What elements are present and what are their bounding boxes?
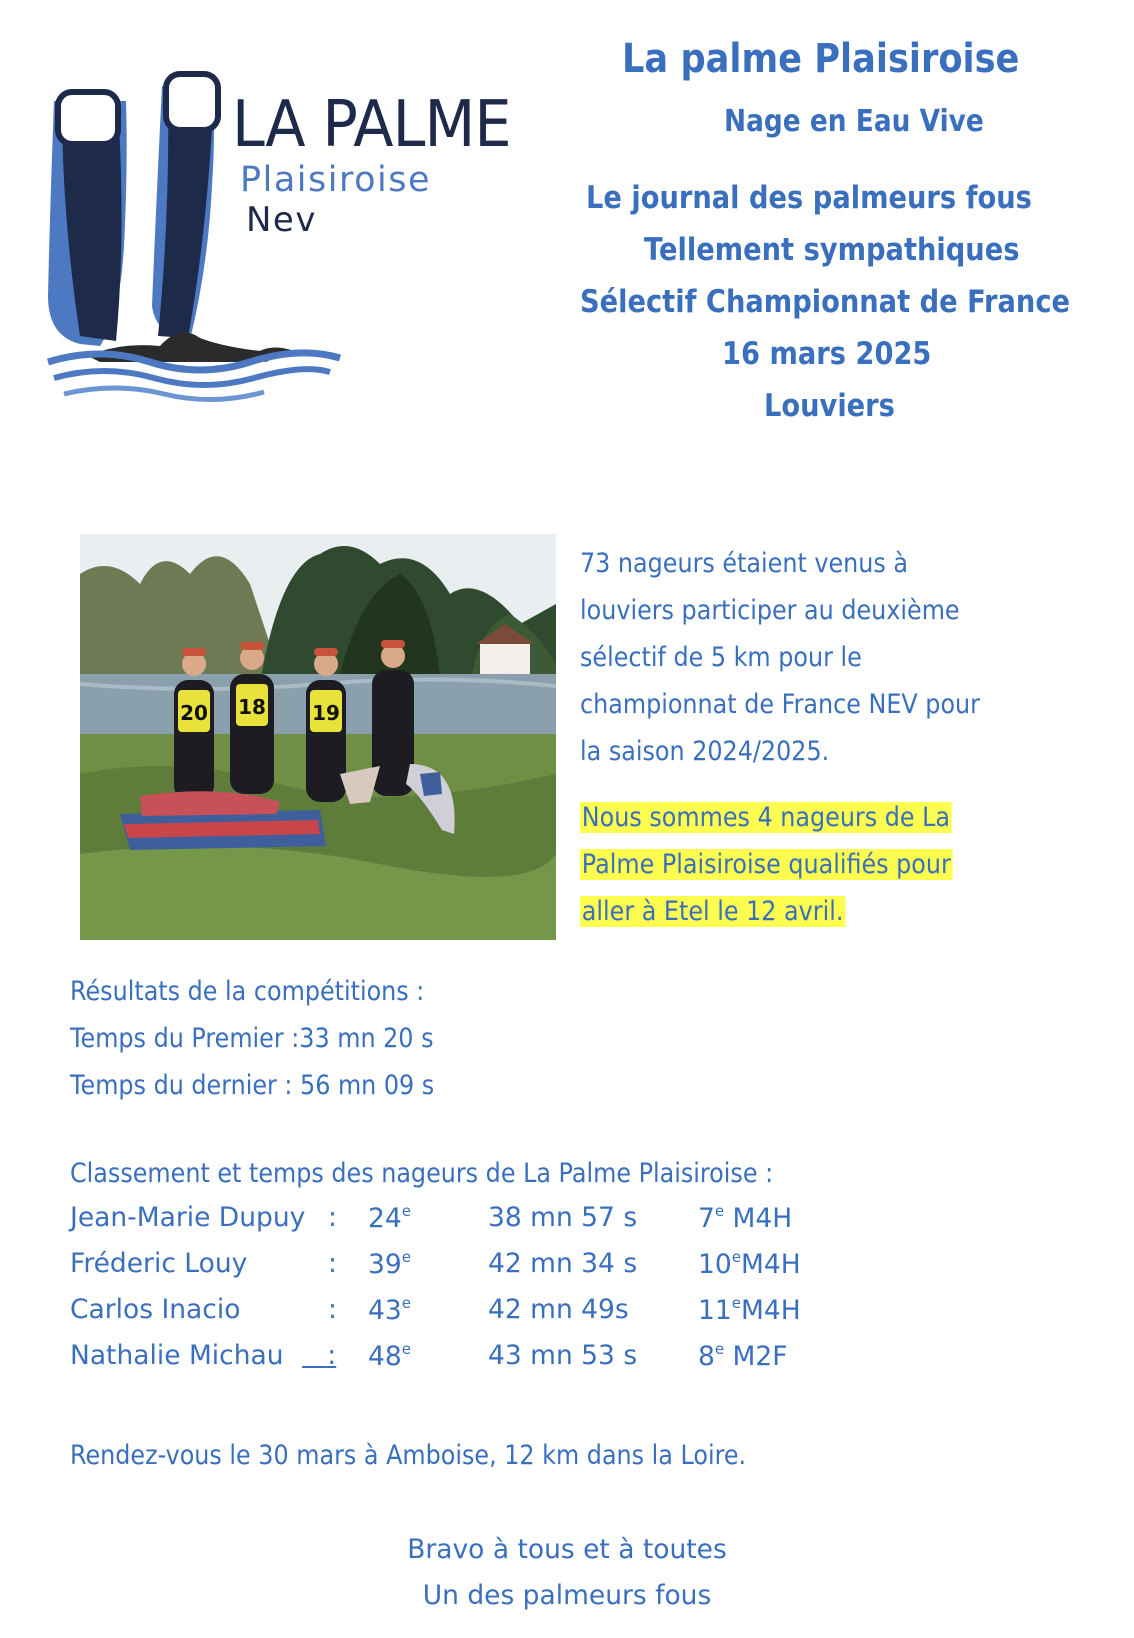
category-rank: 11eM4H xyxy=(698,1294,801,1326)
category-rank: 8e M2F xyxy=(698,1340,788,1372)
overall-rank: 48e xyxy=(368,1340,411,1372)
logo-title: LA PALME xyxy=(232,88,511,162)
bib-number: 20 xyxy=(180,701,208,725)
logo-tag: Nev xyxy=(246,200,317,240)
results-heading: Résultats de la compétitions : xyxy=(70,976,425,1007)
intro-line: championnat de France NEV pour xyxy=(580,689,980,720)
intro-line: 73 nageurs étaient venus à xyxy=(580,548,909,579)
intro-line: louviers participer au deuxième xyxy=(580,595,960,626)
ranking-heading: Classement et temps des nageurs de La Palme Plaisiroise : xyxy=(70,1158,774,1189)
swim-time: 42 mn 49s xyxy=(488,1294,629,1325)
newsletter-subtitle: Nage en Eau Vive xyxy=(724,104,984,139)
swim-time: 38 mn 57 s xyxy=(488,1202,638,1233)
intro-line: sélectif de 5 km pour le xyxy=(580,642,862,673)
separator: : xyxy=(328,1294,337,1325)
header-line: Le journal des palmeurs fous xyxy=(586,180,1032,216)
last-time: Temps du dernier : 56 mn 09 s xyxy=(70,1070,435,1101)
qualified-line: Nous sommes 4 nageurs de La xyxy=(581,802,951,833)
signature: Un des palmeurs fous xyxy=(422,1580,712,1611)
overall-rank: 24e xyxy=(368,1202,411,1234)
separator: : xyxy=(327,1340,337,1371)
bravo-line: Bravo à tous et à toutes xyxy=(407,1534,727,1565)
header-line: Sélectif Championnat de France xyxy=(580,284,1070,320)
next-event: Rendez-vous le 30 mars à Amboise, 12 km dans la Loire. xyxy=(70,1440,747,1471)
separator: : xyxy=(328,1248,337,1279)
first-time: Temps du Premier :33 mn 20 s xyxy=(70,1023,434,1054)
swimmer-name: Carlos Inacio xyxy=(70,1294,241,1325)
qualified-paragraph xyxy=(580,794,953,935)
bib-number: 19 xyxy=(312,701,340,725)
category-rank: 10eM4H xyxy=(698,1248,801,1280)
team-photo xyxy=(80,534,556,940)
swimmer-name: Fréderic Louy xyxy=(70,1248,248,1279)
logo-subtitle: Plaisiroise xyxy=(240,160,431,200)
newsletter-title: La palme Plaisiroise xyxy=(622,36,1020,82)
swimmer-name: Jean-Marie Dupuy xyxy=(70,1202,306,1233)
qualified-line: aller à Etel le 12 avril. xyxy=(581,896,844,927)
swimmer-name: Nathalie Michau xyxy=(70,1340,284,1371)
qualified-line: Palme Plaisiroise qualifiés pour xyxy=(581,849,951,880)
event-location: Louviers xyxy=(764,388,895,424)
overall-rank: 39e xyxy=(368,1248,411,1280)
results-section xyxy=(70,968,434,1109)
bib-number: 18 xyxy=(238,695,266,719)
swim-time: 43 mn 53 s xyxy=(488,1340,638,1371)
separator: : xyxy=(328,1202,337,1233)
swim-time: 42 mn 34 s xyxy=(488,1248,638,1279)
category-rank: 7e M4H xyxy=(698,1202,793,1234)
header-line: Tellement sympathiques xyxy=(644,232,1020,268)
intro-paragraph xyxy=(580,540,980,775)
intro-line: la saison 2024/2025. xyxy=(580,736,830,767)
overall-rank: 43e xyxy=(368,1294,411,1326)
event-date: 16 mars 2025 xyxy=(722,336,932,372)
